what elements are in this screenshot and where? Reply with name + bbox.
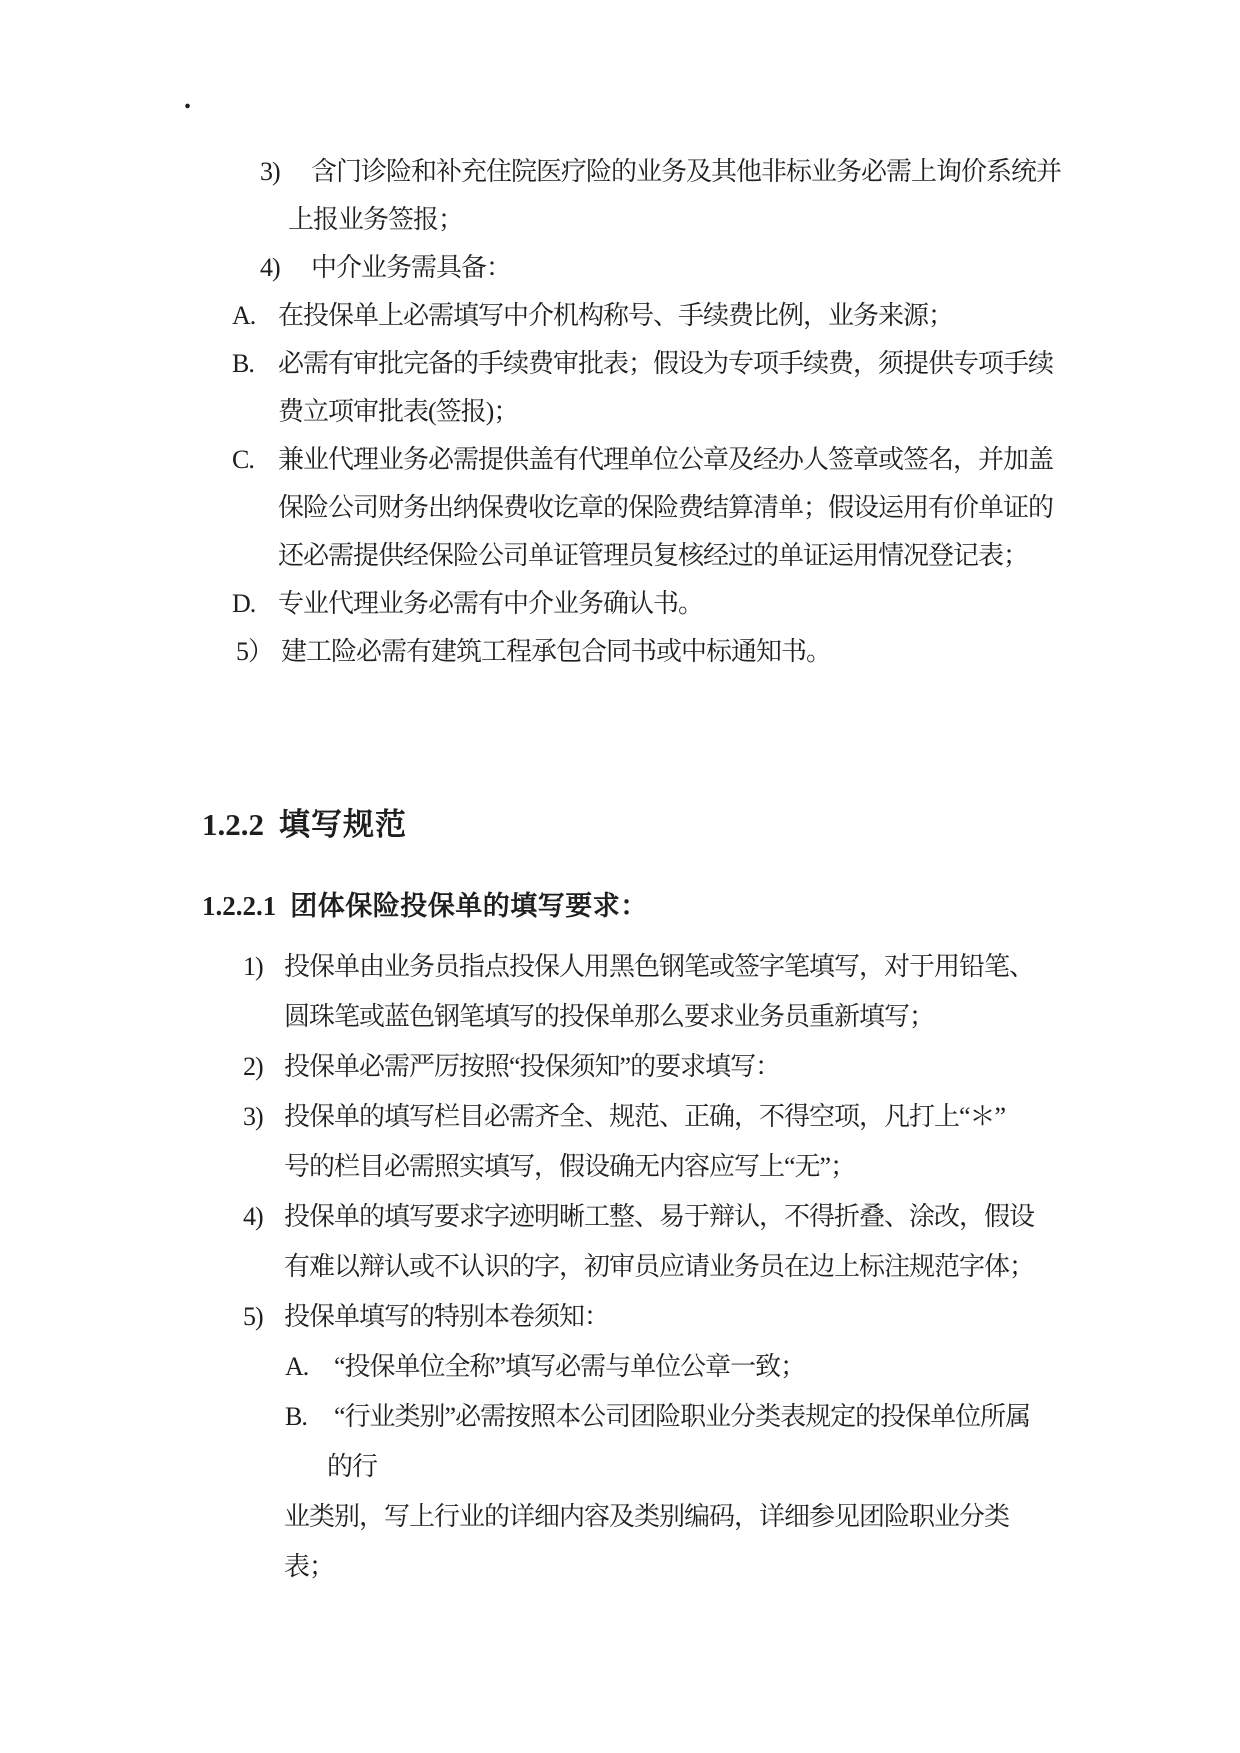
item-number: 1) [243,952,263,981]
list-item-5b [0,1292,1240,1342]
list-item-C-cont [0,484,1240,532]
subheading-title: 团体保险投保单的填写要求： [290,891,648,921]
list-item-C-cont2 [0,532,1240,580]
heading-number: 1.2.2 [202,807,264,842]
section-heading [186,781,407,862]
list-item-3-cont [0,196,1240,244]
list-item-B-cont [0,388,1240,436]
list-item-Bb-cont [0,1442,1240,1492]
item-text: 含门诊险和补充住院医疗险的业务及其他非标业务必需上询价系统并 [311,157,1062,186]
heading-title: 填写规范 [279,807,407,842]
list-item-4 [0,244,1240,292]
section-list-b [0,942,1240,1592]
section-list-a [0,148,1240,676]
item-number: 2) [243,1052,263,1081]
item-text: 业类别，写上行业的详细内容及类别编码，详细参见团险职业分类 [284,1502,1010,1531]
item-text: 投保单必需严厉按照“投保须知”的要求填写： [284,1052,781,1081]
item-text: 在投保单上必需填写中介机构称号、手续费比例，业务来源； [278,301,954,330]
item-text: “行业类别”必需按照本公司团险职业分类表规定的投保单位所属 [334,1402,1031,1431]
item-text: “投保单位全称”填写必需与单位公章一致； [334,1352,806,1381]
list-item-Bb-cont3 [0,1542,1240,1592]
item-text: 号的栏目必需照实填写，假设确无内容应写上“无”； [284,1152,856,1181]
item-text: 建工险必需有建筑工程承包合同书或中标通知书。 [281,637,832,666]
list-item-4b-cont [0,1242,1240,1292]
item-number: 3) [260,157,280,186]
item-text: 还必需提供经保险公司单证管理员复核经过的单证运用情况登记表； [278,541,1029,570]
item-text: 投保单的填写要求字迹明晰工整、易于辩认，不得折叠、涂改，假设 [284,1202,1035,1231]
item-text: 保险公司财务出纳保费收讫章的保险费结算清单；假设运用有价单证的 [278,493,1054,522]
subheading-number: 1.2.2.1 [202,891,277,921]
stray-dot: . [184,84,191,115]
list-item-2 [0,1042,1240,1092]
item-text: 有难以辩认或不认识的字，初审员应请业务员在边上标注规范字体； [284,1252,1035,1281]
item-text: 上报业务签报； [288,205,464,234]
item-number: A. [232,301,256,330]
list-item-5 [0,628,1240,676]
list-item-1 [0,942,1240,992]
item-text: 兼业代理业务必需提供盖有代理单位公章及经办人签章或签名，并加盖 [278,445,1054,474]
item-number: 5） [236,637,274,666]
list-item-Ab [0,1342,1240,1392]
list-item-D [0,580,1240,628]
list-item-1-cont [0,992,1240,1042]
item-text: 投保单的填写栏目必需齐全、规范、正确，不得空项，凡打上“＊” [284,1102,1006,1131]
item-number: 5) [243,1302,263,1331]
item-number: A. [285,1352,309,1381]
list-item-A [0,292,1240,340]
list-item-Bb [0,1392,1240,1442]
list-item-B [0,340,1240,388]
item-text: 表； [284,1552,335,1581]
item-number: B. [232,349,254,378]
list-item-C [0,436,1240,484]
item-text: 投保单由业务员指点投保人用黑色钢笔或签字笔填写，对于用铅笔、 [284,952,1035,981]
item-text: 专业代理业务必需有中介业务确认书。 [278,589,704,618]
item-text: 投保单填写的特别本卷须知： [284,1302,610,1331]
item-text: 费立项审批表(签报)； [278,397,519,426]
item-number: 4) [260,253,280,282]
item-number: B. [285,1402,307,1431]
item-number: 3) [243,1102,263,1131]
item-number: C. [232,445,254,474]
item-text: 圆珠笔或蓝色钢笔填写的投保单那么要求业务员重新填写； [284,1002,935,1031]
item-number: 4) [243,1202,263,1231]
list-item-Bb-cont2 [0,1492,1240,1542]
list-item-3 [0,148,1240,196]
list-item-3b-cont [0,1142,1240,1192]
item-text: 中介业务需具备： [311,253,512,282]
item-text: 必需有审批完备的手续费审批表；假设为专项手续费，须提供专项手续 [278,349,1054,378]
subsection-heading [186,866,648,941]
item-text: 的行 [327,1452,378,1481]
list-item-4b [0,1192,1240,1242]
list-item-3b [0,1092,1240,1142]
item-number: D. [232,589,256,618]
